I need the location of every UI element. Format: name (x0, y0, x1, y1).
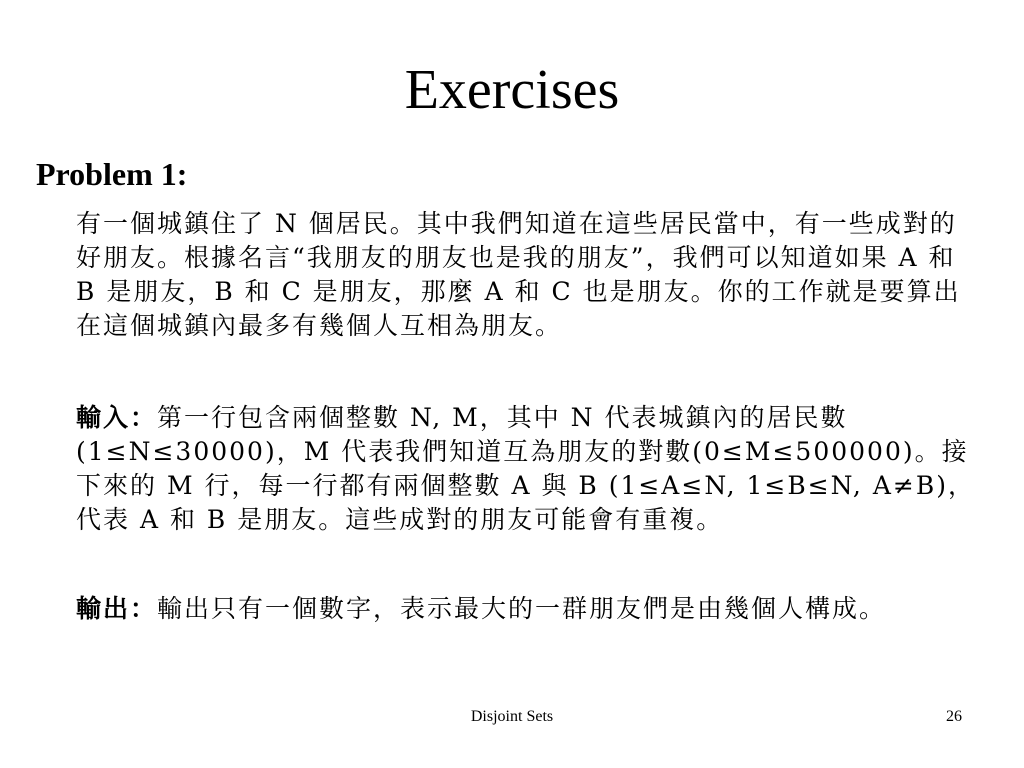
output-section (76, 592, 976, 626)
input-text: 第一行包含兩個整數 N, M，其中 N 代表城鎮內的居民數(1≤N≤30000)，M 代表我們知道互為朋友的對數(0≤M≤500000)。接下來的 M 行，每一行都有兩個整數 A 與 B (1≤A≤N, 1≤B≤N, A≠B)，代表 A 和 B 是朋友。這些成對的朋友可能會有重複。 (76, 403, 975, 534)
input-section (76, 401, 976, 537)
problem-heading: Problem 1: (36, 156, 188, 192)
page-number: 26 (946, 708, 962, 725)
output-label: 輸出： (76, 594, 158, 623)
problem-description: 有一個城鎮住了 N 個居民。其中我們知道在這些居民當中，有一些成對的好朋友。根據名言“我朋友的朋友也是我的朋友”，我們可以知道如果 A 和 B 是朋友，B 和 C 是朋友，那麼 A 和 C 也是朋友。你的工作就是要算出在這個城鎮內最多有幾個人互相為朋友。 (76, 209, 961, 340)
footer-title: Disjoint Sets (470, 708, 554, 725)
slide-title: Exercises (404, 59, 620, 121)
output-text: 輸出只有一個數字，表示最大的一群朋友們是由幾個人構成。 (157, 594, 887, 623)
input-label: 輸入： (76, 403, 158, 432)
